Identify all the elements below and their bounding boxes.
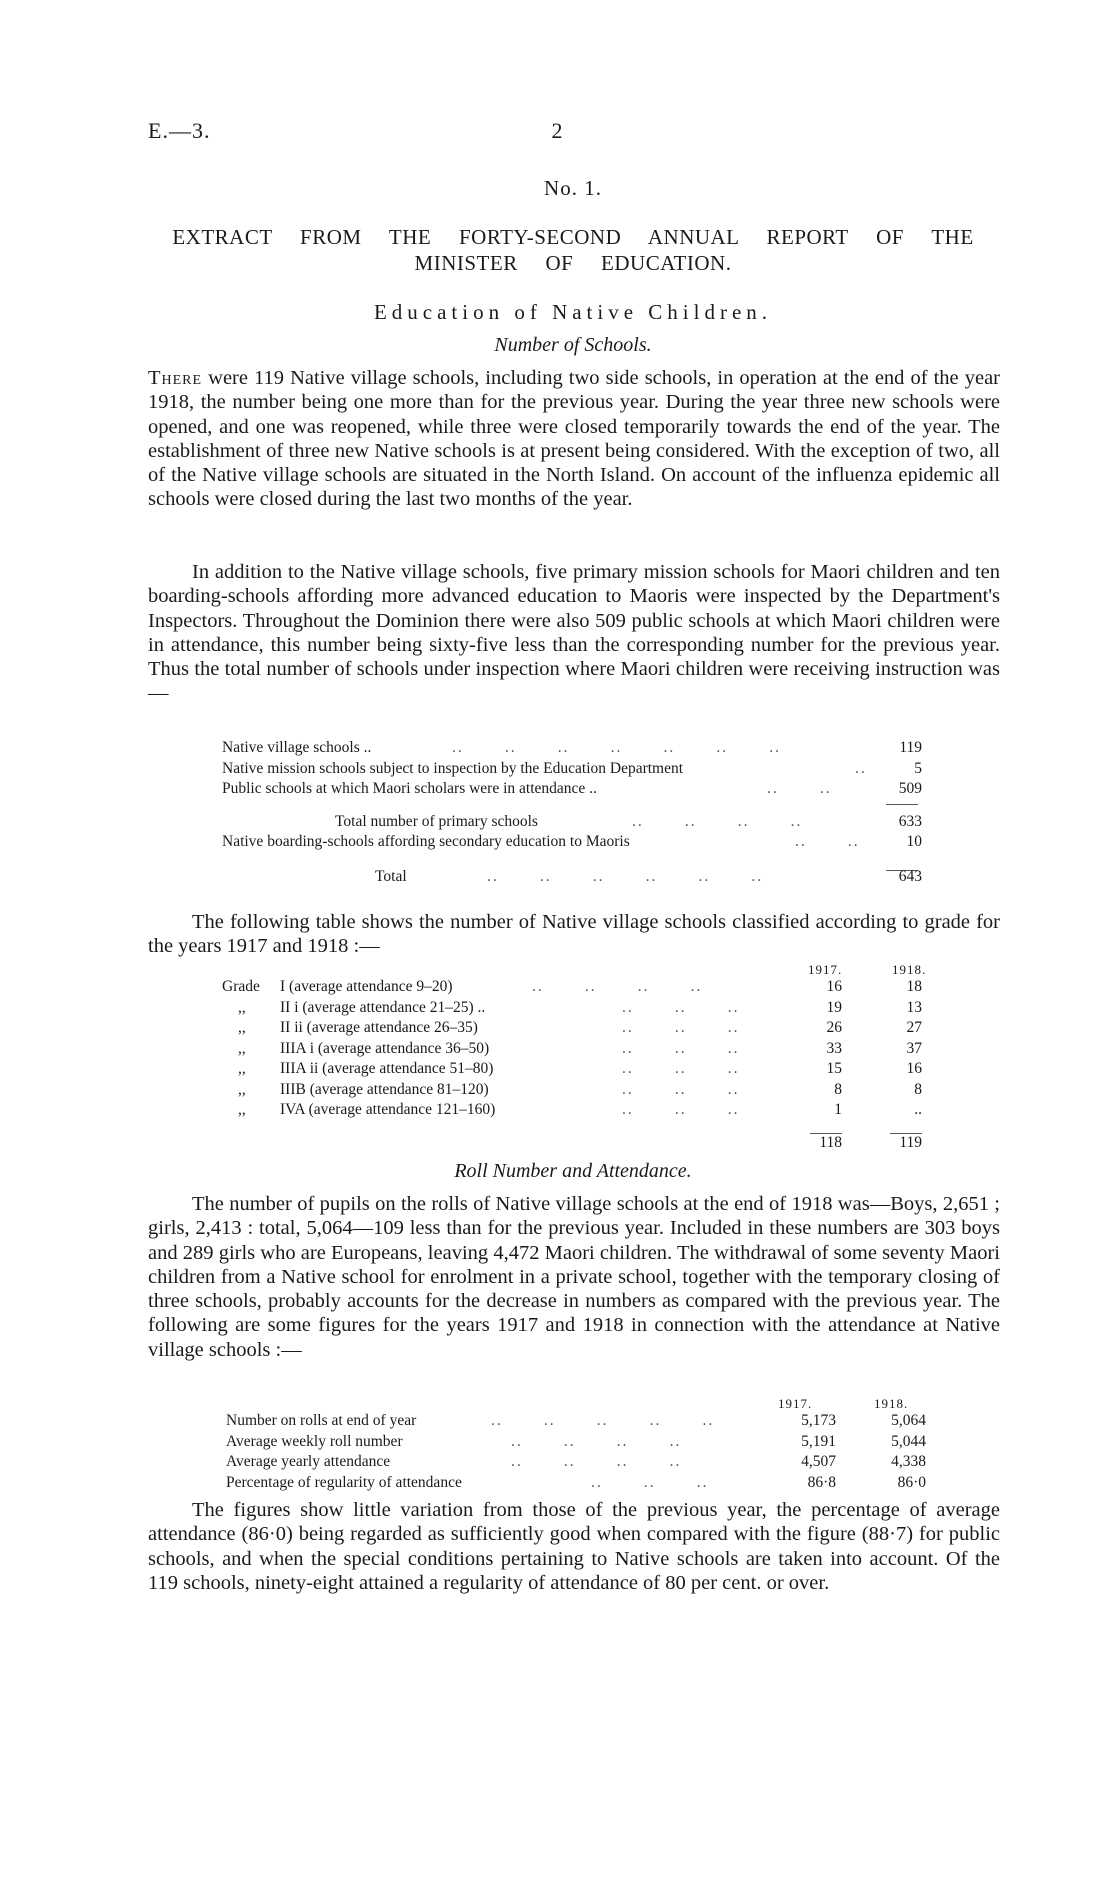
- paragraph-1-text: were 119 Native village schools, including two side schools, in operation at the end of the year 1918, the number being one more than for the previous year. During the year three new schools were opened, and one was reopened, while three were closed temporarily towards the end of the year. The establishment of three new Native schools is at present being considered. With the exception of two, all of the Native village schools are situated in the North Island. On account of the influenza epidemic all schools were closed during the last two months of the year.: [148, 367, 1000, 511]
- schools-table: [222, 738, 922, 887]
- report-title-line-2: MINISTER OF EDUCATION.: [414, 251, 732, 275]
- row-value: 643: [898, 867, 922, 885]
- row-label: II i (average attendance 21–25) ..: [280, 998, 486, 1016]
- leader-dots: .. .. .. .. .. ..: [487, 867, 764, 885]
- leader-dots: .. .. .. ..: [511, 1453, 682, 1470]
- leader-dots: .. .. ..: [622, 1101, 740, 1118]
- paragraph-2: In addition to the Native village schools, five primary mission schools for Maori children and ten boarding-schools affording more advanced education to Maoris were inspected by the Department's Inspectors. Throughout the Dominion there were also 509 public schools at which Maori children were in attendance, this number being sixty-five less than the corresponding number for the previous year. Thus the total number of schools under inspection where Maori children were receiving instruction was—: [148, 561, 1000, 705]
- row-label: Native boarding-schools affording secondary education to Maoris: [222, 833, 630, 850]
- row-prefix: ,,: [238, 1019, 246, 1036]
- section-title: Education of Native Children.: [373, 300, 773, 324]
- value-1917: 19: [826, 998, 842, 1016]
- column-1918: 1918.: [892, 962, 927, 977]
- table-row-boarding: [222, 832, 922, 853]
- subheading-number-of-schools: Number of Schools.: [494, 334, 652, 356]
- leader-dots: .. .. ..: [622, 998, 740, 1016]
- row-prefix: Grade: [222, 978, 260, 995]
- leader-dots: .. .. ..: [622, 1080, 740, 1098]
- row-value: 10: [906, 833, 922, 850]
- value-1918: 4,338: [891, 1453, 926, 1470]
- row-prefix: ,,: [238, 1060, 246, 1077]
- table-row-total: [222, 1133, 942, 1154]
- value-1917: 33: [826, 1039, 842, 1057]
- value-1917: 1: [834, 1101, 842, 1118]
- row-label: Total number of primary schools: [335, 812, 538, 830]
- row-label: Number on rolls at end of year: [226, 1412, 417, 1429]
- table-row-total: [222, 867, 922, 888]
- table-row: [226, 1411, 926, 1432]
- grade-rows: [222, 977, 942, 1153]
- value-1918: 37: [906, 1039, 922, 1057]
- value-1918: 5,064: [891, 1412, 926, 1429]
- table-row: [222, 998, 942, 1019]
- leader-dots: .. .. ..: [622, 1039, 740, 1057]
- paragraph-1-lead-word: There: [148, 367, 203, 389]
- report-title: [148, 224, 998, 276]
- leader-dots: ..: [855, 759, 867, 777]
- subtotal-rule: [886, 804, 918, 805]
- table-row: [226, 1432, 926, 1453]
- row-label: II ii (average attendance 26–35): [280, 1019, 478, 1036]
- leader-dots: .. .. ..: [622, 1060, 740, 1077]
- row-prefix: ,,: [238, 1101, 246, 1118]
- row-value: 5: [914, 759, 922, 777]
- leader-dots: .. ..: [795, 833, 860, 850]
- column-1917: 1917.: [808, 962, 843, 977]
- total-1917: 118: [819, 1133, 842, 1151]
- attendance-rows: [226, 1411, 926, 1493]
- row-value: 119: [899, 739, 922, 756]
- table-row: [222, 779, 922, 800]
- column-1918: 1918.: [874, 1396, 909, 1411]
- table-row: [222, 738, 922, 759]
- paragraph-5: The figures show little variation from those of the previous year, the percentage of average attendance (86·0) being regarded as sufficiently good when compared with the figure (88·7) for public schools, and when the special conditions pertaining to Native schools are taken into account. Of the 119 schools, ninety-eight attained a regularity of attendance of 80 per cent. or over.: [148, 1499, 1000, 1594]
- value-1917: 4,507: [801, 1453, 836, 1470]
- leader-dots: .. .. ..: [622, 1019, 740, 1036]
- value-1917: 5,173: [801, 1412, 836, 1429]
- column-1917: 1917.: [778, 1396, 813, 1411]
- row-label: Total: [375, 867, 407, 885]
- row-label: Public schools at which Maori scholars were in attendance ..: [222, 780, 597, 797]
- leader-dots: .. ..: [767, 780, 832, 797]
- paragraph-3: The following table shows the number of Native village schools classified according to grade for the years 1917 and 1918 :—: [148, 911, 1000, 958]
- value-1918: ..: [914, 1101, 922, 1118]
- value-1917: 86·8: [807, 1473, 836, 1491]
- row-value: 633: [898, 812, 922, 830]
- table-row-primary-total: [222, 812, 922, 833]
- row-label: Percentage of regularity of attendance: [226, 1473, 462, 1491]
- value-1918: 86·0: [897, 1473, 926, 1491]
- row-label: IVA (average attendance 121–160): [280, 1101, 496, 1118]
- row-label: IIIA ii (average attendance 51–80): [280, 1060, 494, 1077]
- row-label: Average weekly roll number: [226, 1432, 403, 1450]
- row-label: IIIA i (average attendance 36–50): [280, 1039, 490, 1057]
- value-1917: 26: [826, 1019, 842, 1036]
- report-title-line-1: EXTRACT FROM THE FORTY-SECOND ANNUAL REPORT OF THE: [172, 225, 974, 249]
- value-1918: 27: [906, 1019, 922, 1036]
- table-row: [222, 1018, 942, 1039]
- table-row: [222, 1100, 942, 1121]
- value-1918: 18: [906, 978, 922, 995]
- value-1918: 8: [914, 1080, 922, 1098]
- document-number: No. 1.: [544, 176, 602, 200]
- table-row: [222, 1080, 942, 1101]
- value-1918: 13: [906, 998, 922, 1016]
- leader-dots: .. .. ..: [591, 1473, 709, 1491]
- value-1917: 5,191: [801, 1432, 836, 1450]
- section-code: E.—3.: [148, 118, 211, 143]
- table-row: [226, 1452, 926, 1473]
- paragraph-4: The number of pupils on the rolls of Native village schools at the end of 1918 was—Boys, 2,651 ; girls, 2,413 : total, 5,064—109 less than for the previous year. Included in these numbers are 303 boys and 289 girls who are Europeans, leaving 4,472 Maori children. The withdrawal of some seventy Maori children from a Native school for enrolment in a private school, together with the temporary closing of three schools, probably accounts for the decrease in numbers as compared with the previous year. The following are some figures for the years 1917 and 1918 in connection with the attendance at Native village schools :—: [148, 1193, 1000, 1361]
- table-row: [222, 977, 942, 998]
- leader-dots: .. .. .. .. .. .. ..: [452, 739, 781, 756]
- table-row: [222, 1039, 942, 1060]
- leader-dots: .. .. .. .. ..: [491, 1412, 715, 1429]
- total-1918: 119: [899, 1133, 922, 1151]
- table-row: [226, 1473, 926, 1494]
- row-label: Native village schools ..: [222, 739, 372, 756]
- row-label: IIIB (average attendance 81–120): [280, 1080, 489, 1098]
- row-prefix: ,,: [238, 1080, 246, 1098]
- value-1917: 8: [834, 1080, 842, 1098]
- page-number: 2: [551, 118, 563, 143]
- row-label: Native mission schools subject to inspection by the Education Department: [222, 759, 684, 777]
- row-value: 509: [898, 780, 922, 797]
- leader-dots: .. .. .. ..: [632, 812, 803, 830]
- value-1917: 15: [826, 1060, 842, 1077]
- row-prefix: ,,: [238, 998, 246, 1016]
- leader-dots: .. .. .. ..: [511, 1432, 682, 1450]
- table-row: [222, 759, 922, 780]
- row-label: Average yearly attendance: [226, 1453, 391, 1470]
- leader-dots: .. .. .. ..: [532, 978, 703, 995]
- paragraph-1: [148, 366, 1000, 512]
- table-row: [222, 1059, 942, 1080]
- subheading-roll-number: Roll Number and Attendance.: [454, 1160, 692, 1182]
- value-1918: 5,044: [891, 1432, 926, 1450]
- value-1918: 16: [906, 1060, 922, 1077]
- value-1917: 16: [826, 978, 842, 995]
- row-label: I (average attendance 9–20): [280, 978, 453, 995]
- row-prefix: ,,: [238, 1039, 246, 1057]
